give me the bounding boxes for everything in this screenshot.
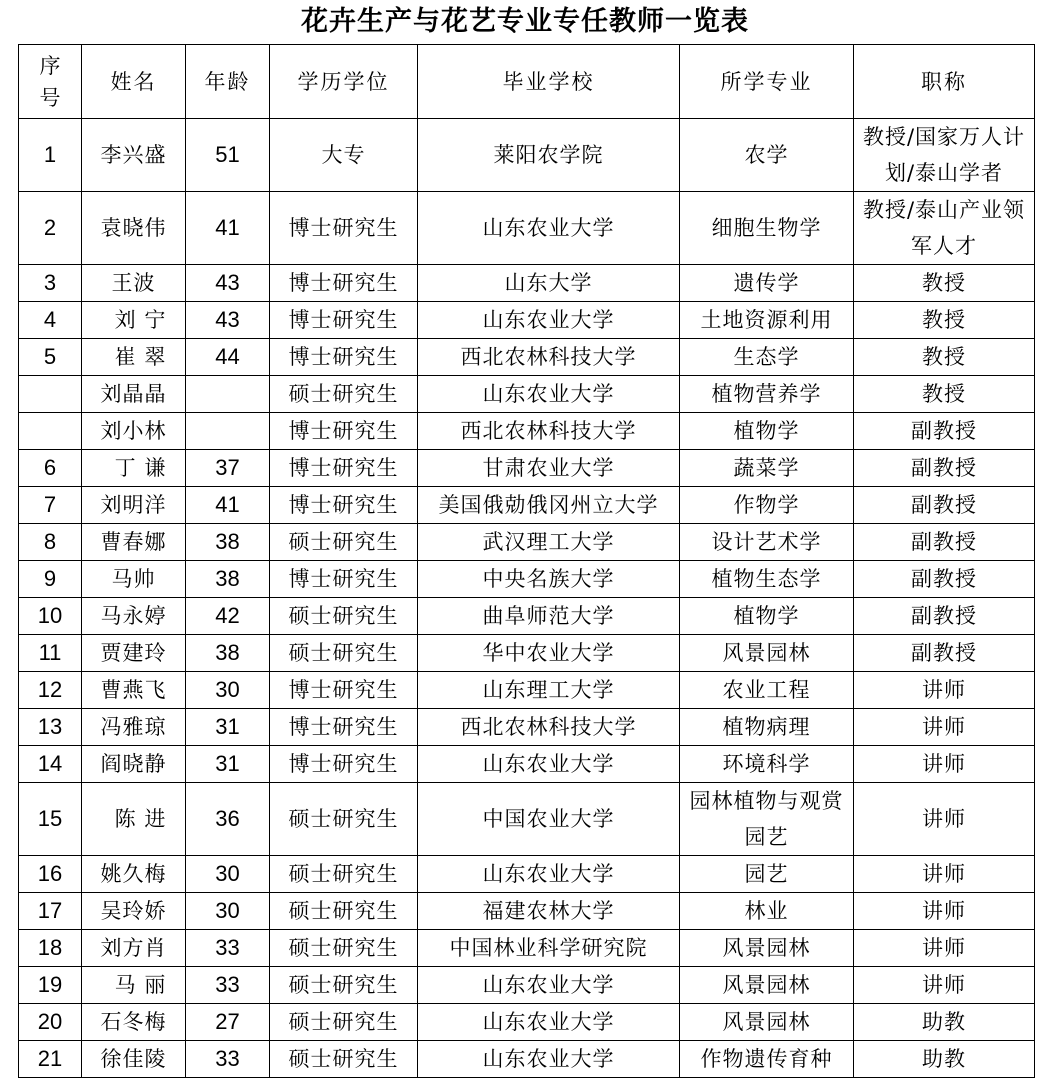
cell-age: 43 (186, 265, 270, 302)
cell-degree: 硕士研究生 (270, 376, 418, 413)
cell-rank: 副教授 (854, 598, 1035, 635)
cell-major: 蔬菜学 (680, 450, 854, 487)
table-row (19, 119, 1035, 192)
cell-age: 51 (186, 119, 270, 192)
cell-major: 植物学 (680, 413, 854, 450)
cell-school: 山东理工大学 (418, 672, 680, 709)
cell-degree: 硕士研究生 (270, 856, 418, 893)
cell-major: 植物营养学 (680, 376, 854, 413)
cell-age: 38 (186, 561, 270, 598)
table-row (19, 339, 1035, 376)
header-rank: 职称 (854, 45, 1035, 119)
cell-rank: 教授/泰山产业领军人才 (854, 192, 1035, 265)
cell-seq: 4 (19, 302, 82, 339)
table-row (19, 192, 1035, 265)
cell-age: 44 (186, 339, 270, 376)
cell-school: 山东农业大学 (418, 376, 680, 413)
cell-name: 刘明洋 (82, 487, 186, 524)
cell-name: 袁晓伟 (82, 192, 186, 265)
cell-school: 中国农业大学 (418, 783, 680, 856)
cell-school: 甘肃农业大学 (418, 450, 680, 487)
cell-school: 山东农业大学 (418, 302, 680, 339)
cell-rank: 讲师 (854, 672, 1035, 709)
cell-name: 丁 谦 (82, 450, 186, 487)
cell-seq: 3 (19, 265, 82, 302)
cell-school: 山东农业大学 (418, 1004, 680, 1041)
cell-seq (19, 413, 82, 450)
cell-degree: 博士研究生 (270, 709, 418, 746)
cell-age: 41 (186, 192, 270, 265)
cell-seq: 14 (19, 746, 82, 783)
cell-school: 武汉理工大学 (418, 524, 680, 561)
cell-name: 吴玲娇 (82, 893, 186, 930)
cell-degree: 博士研究生 (270, 302, 418, 339)
cell-rank: 副教授 (854, 561, 1035, 598)
cell-major: 园艺 (680, 856, 854, 893)
cell-name: 阎晓静 (82, 746, 186, 783)
cell-seq (19, 376, 82, 413)
header-seq: 序号 (19, 45, 82, 119)
cell-name: 刘方肖 (82, 930, 186, 967)
cell-age: 38 (186, 524, 270, 561)
table-row (19, 1004, 1035, 1041)
cell-major: 遗传学 (680, 265, 854, 302)
table-row (19, 413, 1035, 450)
table-row (19, 967, 1035, 1004)
cell-degree: 硕士研究生 (270, 524, 418, 561)
cell-degree: 硕士研究生 (270, 598, 418, 635)
cell-school: 中国林业科学研究院 (418, 930, 680, 967)
cell-name: 李兴盛 (82, 119, 186, 192)
cell-major: 风景园林 (680, 1004, 854, 1041)
cell-seq: 1 (19, 119, 82, 192)
table-body (19, 119, 1035, 1078)
table-row (19, 302, 1035, 339)
cell-age: 41 (186, 487, 270, 524)
cell-major: 园林植物与观赏园艺 (680, 783, 854, 856)
cell-seq: 12 (19, 672, 82, 709)
table-row (19, 487, 1035, 524)
cell-age: 33 (186, 967, 270, 1004)
cell-school: 山东农业大学 (418, 967, 680, 1004)
cell-age: 37 (186, 450, 270, 487)
cell-name: 贾建玲 (82, 635, 186, 672)
cell-degree: 硕士研究生 (270, 1041, 418, 1078)
cell-age: 43 (186, 302, 270, 339)
header-name: 姓名 (82, 45, 186, 119)
cell-age: 36 (186, 783, 270, 856)
teacher-table (18, 44, 1035, 1078)
cell-rank: 助教 (854, 1041, 1035, 1078)
cell-rank: 副教授 (854, 524, 1035, 561)
table-row (19, 598, 1035, 635)
cell-age (186, 376, 270, 413)
header-row (19, 45, 1035, 119)
cell-school: 福建农林大学 (418, 893, 680, 930)
cell-degree: 硕士研究生 (270, 783, 418, 856)
cell-name: 崔 翠 (82, 339, 186, 376)
cell-major: 林业 (680, 893, 854, 930)
cell-rank: 讲师 (854, 746, 1035, 783)
table-row (19, 930, 1035, 967)
cell-rank: 讲师 (854, 783, 1035, 856)
cell-degree: 博士研究生 (270, 192, 418, 265)
cell-major: 作物学 (680, 487, 854, 524)
cell-rank: 教授/国家万人计划/泰山学者 (854, 119, 1035, 192)
cell-age: 30 (186, 856, 270, 893)
cell-major: 风景园林 (680, 930, 854, 967)
cell-name: 曹春娜 (82, 524, 186, 561)
cell-degree: 博士研究生 (270, 561, 418, 598)
cell-degree: 硕士研究生 (270, 635, 418, 672)
cell-rank: 副教授 (854, 635, 1035, 672)
cell-school: 西北农林科技大学 (418, 709, 680, 746)
cell-degree: 硕士研究生 (270, 930, 418, 967)
cell-seq: 5 (19, 339, 82, 376)
cell-rank: 讲师 (854, 856, 1035, 893)
cell-major: 农学 (680, 119, 854, 192)
cell-rank: 教授 (854, 339, 1035, 376)
cell-seq: 20 (19, 1004, 82, 1041)
cell-name: 石冬梅 (82, 1004, 186, 1041)
cell-rank: 助教 (854, 1004, 1035, 1041)
cell-name: 冯雅琼 (82, 709, 186, 746)
cell-seq: 2 (19, 192, 82, 265)
cell-major: 植物生态学 (680, 561, 854, 598)
cell-name: 刘小林 (82, 413, 186, 450)
table-row (19, 783, 1035, 856)
cell-rank: 副教授 (854, 487, 1035, 524)
cell-major: 土地资源利用 (680, 302, 854, 339)
cell-age (186, 413, 270, 450)
cell-seq: 21 (19, 1041, 82, 1078)
cell-degree: 硕士研究生 (270, 967, 418, 1004)
table-row (19, 893, 1035, 930)
cell-degree: 博士研究生 (270, 672, 418, 709)
cell-seq: 15 (19, 783, 82, 856)
cell-rank: 讲师 (854, 893, 1035, 930)
cell-age: 27 (186, 1004, 270, 1041)
cell-rank: 讲师 (854, 709, 1035, 746)
cell-degree: 博士研究生 (270, 746, 418, 783)
cell-rank: 讲师 (854, 967, 1035, 1004)
cell-degree: 硕士研究生 (270, 1004, 418, 1041)
table-row (19, 672, 1035, 709)
header-major: 所学专业 (680, 45, 854, 119)
cell-major: 作物遗传育种 (680, 1041, 854, 1078)
cell-school: 莱阳农学院 (418, 119, 680, 192)
cell-school: 山东农业大学 (418, 746, 680, 783)
table-row (19, 746, 1035, 783)
table-row (19, 450, 1035, 487)
cell-degree: 博士研究生 (270, 265, 418, 302)
cell-seq: 7 (19, 487, 82, 524)
cell-rank: 副教授 (854, 413, 1035, 450)
cell-degree: 博士研究生 (270, 450, 418, 487)
cell-age: 33 (186, 1041, 270, 1078)
cell-major: 风景园林 (680, 635, 854, 672)
cell-major: 设计艺术学 (680, 524, 854, 561)
cell-age: 38 (186, 635, 270, 672)
cell-school: 中央名族大学 (418, 561, 680, 598)
cell-seq: 11 (19, 635, 82, 672)
cell-major: 细胞生物学 (680, 192, 854, 265)
cell-seq: 8 (19, 524, 82, 561)
cell-name: 马永婷 (82, 598, 186, 635)
cell-seq: 13 (19, 709, 82, 746)
cell-school: 西北农林科技大学 (418, 413, 680, 450)
cell-seq: 9 (19, 561, 82, 598)
cell-seq: 19 (19, 967, 82, 1004)
cell-major: 生态学 (680, 339, 854, 376)
cell-age: 42 (186, 598, 270, 635)
cell-school: 西北农林科技大学 (418, 339, 680, 376)
table-row (19, 856, 1035, 893)
cell-age: 31 (186, 746, 270, 783)
header-school: 毕业学校 (418, 45, 680, 119)
cell-school: 山东大学 (418, 265, 680, 302)
header-degree: 学历学位 (270, 45, 418, 119)
cell-major: 农业工程 (680, 672, 854, 709)
cell-degree: 硕士研究生 (270, 893, 418, 930)
cell-name: 姚久梅 (82, 856, 186, 893)
table-row (19, 265, 1035, 302)
cell-name: 刘晶晶 (82, 376, 186, 413)
cell-name: 马 丽 (82, 967, 186, 1004)
cell-name: 马帅 (82, 561, 186, 598)
cell-rank: 讲师 (854, 930, 1035, 967)
cell-name: 曹燕飞 (82, 672, 186, 709)
cell-major: 环境科学 (680, 746, 854, 783)
cell-major: 植物学 (680, 598, 854, 635)
table-row (19, 376, 1035, 413)
table-row (19, 524, 1035, 561)
table-row (19, 561, 1035, 598)
table-row (19, 709, 1035, 746)
cell-name: 王波 (82, 265, 186, 302)
cell-school: 山东农业大学 (418, 856, 680, 893)
table-row (19, 635, 1035, 672)
cell-major: 风景园林 (680, 967, 854, 1004)
cell-seq: 17 (19, 893, 82, 930)
cell-school: 山东农业大学 (418, 192, 680, 265)
cell-school: 曲阜师范大学 (418, 598, 680, 635)
cell-age: 31 (186, 709, 270, 746)
cell-age: 33 (186, 930, 270, 967)
cell-degree: 大专 (270, 119, 418, 192)
cell-rank: 副教授 (854, 450, 1035, 487)
cell-name: 徐佳陵 (82, 1041, 186, 1078)
cell-seq: 10 (19, 598, 82, 635)
cell-age: 30 (186, 893, 270, 930)
cell-degree: 博士研究生 (270, 413, 418, 450)
cell-degree: 博士研究生 (270, 487, 418, 524)
cell-name: 刘 宁 (82, 302, 186, 339)
cell-seq: 6 (19, 450, 82, 487)
page-title: 花卉生产与花艺专业专任教师一览表 (301, 6, 749, 37)
cell-name: 陈 进 (82, 783, 186, 856)
cell-major: 植物病理 (680, 709, 854, 746)
cell-seq: 16 (19, 856, 82, 893)
cell-school: 山东农业大学 (418, 1041, 680, 1078)
cell-degree: 博士研究生 (270, 339, 418, 376)
cell-school: 华中农业大学 (418, 635, 680, 672)
cell-rank: 教授 (854, 265, 1035, 302)
header-age: 年龄 (186, 45, 270, 119)
cell-seq: 18 (19, 930, 82, 967)
cell-age: 30 (186, 672, 270, 709)
cell-school: 美国俄勀俄冈州立大学 (418, 487, 680, 524)
cell-rank: 教授 (854, 376, 1035, 413)
cell-rank: 教授 (854, 302, 1035, 339)
